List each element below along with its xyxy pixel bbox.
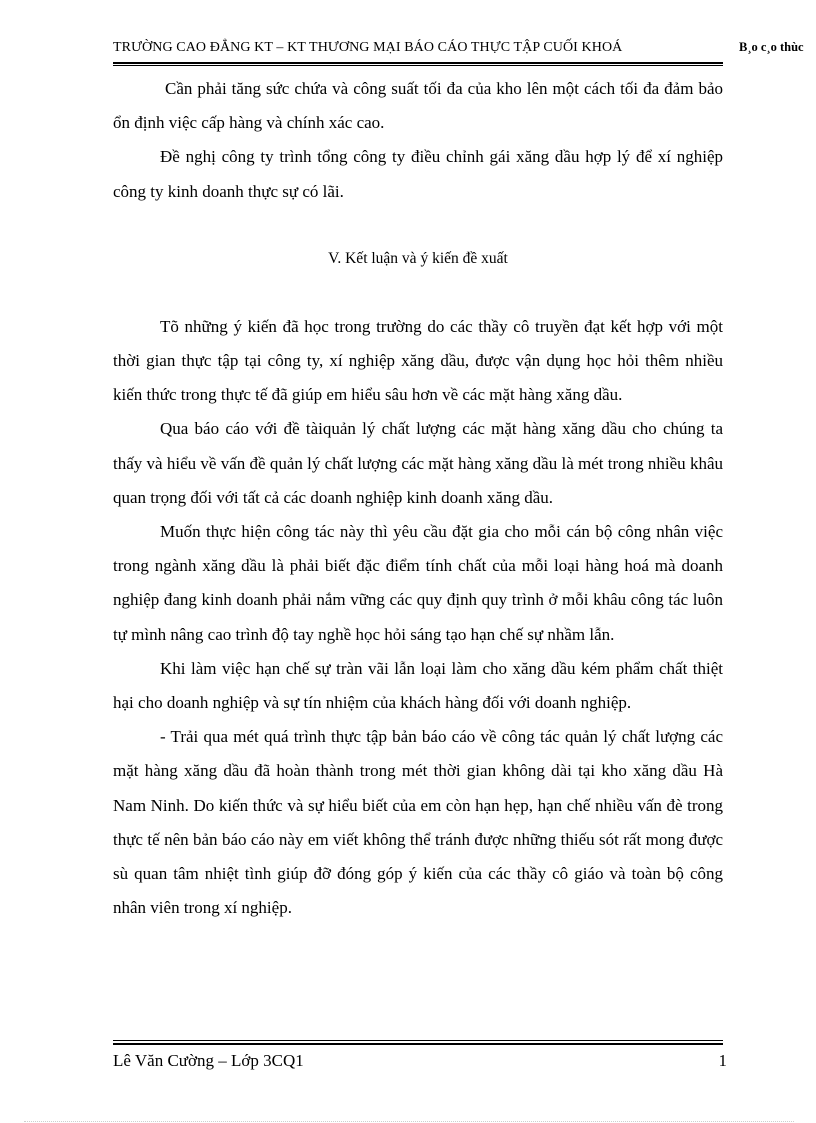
footer-author: Lê Văn Cường – Lớp 3CQ1: [113, 1051, 304, 1070]
section-heading: V. Kết luận và ý kiến đề xuất: [328, 249, 508, 267]
header-title: TRƯỜNG CAO ĐẲNG KT – KT THƯƠNG MẠI BÁO CÁO THỰC TẬP CUỐI KHOÁ: [113, 40, 623, 55]
paragraph: Đề nghị công ty trình tổng công ty điều chỉnh gái xăng dầu hợp lý để xí nghiệp công ty kinh doanh thực sự có lãi.: [113, 147, 723, 201]
paragraph: Muốn thực hiện công tác này thì yêu cầu đặt gia cho mỗi cán bộ công nhân việc trong ngành xăng dầu là phải biết đặc điểm tính chất của mỗi loại hàng hoá mà doanh nghiệp đang kinh doanh phải nắm vững các quy định quy trình ở mỗi khâu công tác luôn tự mình nâng cao trình độ tay nghề học hỏi sáng tạo hạn chế sự nhầm lẫn.: [113, 522, 723, 644]
footer-rule-thin: [113, 1040, 723, 1041]
footer-rule-thick: [113, 1043, 723, 1045]
header-right-text: B¸o c¸o thùc: [739, 40, 804, 54]
document-body: [113, 72, 723, 925]
header-rule-thick: [113, 62, 723, 64]
paragraph: Tõ những ý kiến đã học trong trường do các thầy cô truyền đạt kết hợp với một thời gian thực tập tại công ty, xí nghiệp xăng dầu, được vận dụng học hỏi thêm nhiều kiến thức trong thực tế đã giúp em hiểu sâu hơn về các mặt hàng xăng dầu.: [113, 316, 723, 405]
paragraph: Qua báo cáo với đề tàiquản lý chất lượng các mặt hàng xăng dầu cho chúng ta thấy và hiểu về vấn đề quản lý chất lượng các mặt hàng xăng dầu là mét trong nhiều khâu quan trọng đối với tất cả các doanh nghiệp kinh doanh xăng dầu.: [113, 419, 723, 507]
paragraph: Khi làm việc hạn chế sự tràn vãi lẫn loại làm cho xăng dầu kém phẩm chất thiệt hại cho doanh nghiệp và sự tín nhiệm của khách hàng đối với doanh nghiệp.: [113, 658, 723, 713]
paragraph: Cần phải tăng sức chứa và công suất tối đa của kho lên một cách tối đa đảm bảo ổn định việc cấp hàng và chính xác cao.: [113, 79, 723, 133]
page-number: 1: [718, 1051, 727, 1070]
page-bottom-dotted-line: [24, 1121, 794, 1122]
paragraph: - Trải qua mét quá trình thực tập bản báo cáo về công tác quản lý chất lượng các mặt hàng xăng dầu đã hoàn thành trong mét thời gian không dài tại kho xăng dầu Hà Nam Ninh. Do kiến thức và sự hiểu biết của em còn hạn hẹp, hạn chế nhiều vấn đè trong thực tế nên bản báo cáo này em viết không thể tránh được những thiếu sót rất mong được sù quan tâm nhiệt tình giúp đỡ đóng góp ý kiến của các thầy cô giáo và toàn bộ công nhân viên trong xí nghiệp.: [113, 727, 723, 918]
page-header: [113, 38, 816, 64]
header-rule-thin: [113, 65, 723, 66]
